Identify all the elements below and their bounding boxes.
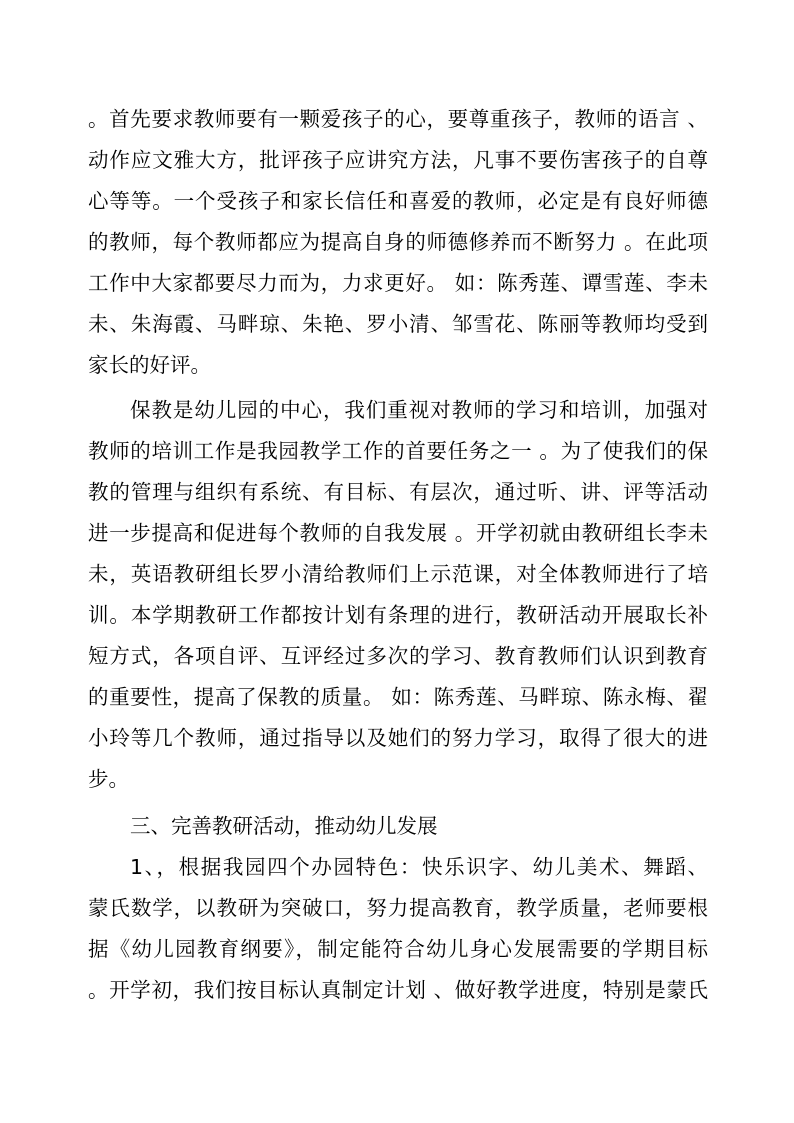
text-line: 蒙氏数学，以教研为突破口，努力提高教育，教学质量，老师要根	[88, 896, 708, 920]
text-line: 步。	[88, 767, 129, 791]
text-line: 。开学初，我们按目标认真制定计划 、做好教学进度，特别是蒙氏	[88, 978, 708, 1002]
text-line: 教的管理与组织有系统、有目标、有层次，通过听、讲、评等活动	[88, 480, 708, 504]
text-line: 短方式，各项自评、互评经过多次的学习、教育教师们认识到教育	[88, 644, 708, 668]
text-line: 教师的培训工作是我园教学工作的首要任务之一 。为了使我们的保	[88, 439, 708, 463]
text-line: 进一步提高和促进每个教师的自我发展 。开学初就由教研组长李未	[88, 521, 708, 545]
text-line: 心等等。一个受孩子和家长信任和喜爱的教师，必定是有良好师德	[88, 189, 708, 213]
text-line: 工作中大家都要尽力而为，力求更好。 如：陈秀莲、谭雪莲、李未	[88, 271, 708, 295]
text-line: 动作应文雅大方，批评孩子应讲究方法，凡事不要伤害孩子的自尊	[88, 148, 708, 172]
text-line: 未、朱海霞、马畔琼、朱艳、罗小清、邹雪花、陈丽等教师均受到	[88, 312, 708, 336]
text-line: 。首先要求教师要有一颗爱孩子的心，要尊重孩子，教师的语言 、	[88, 107, 708, 131]
text-line: 据《幼儿园教育纲要》，制定能符合幼儿身心发展需要的学期目标	[88, 937, 708, 961]
text-line: 的教师，每个教师都应为提高自身的师德修养而不断努力 。在此项	[88, 230, 708, 254]
section-heading: 三、完善教研活动，推动幼儿发展	[130, 814, 438, 838]
text-line: 的重要性，提高了保教的质量。 如：陈秀莲、马畔琼、陈永梅、翟	[88, 685, 708, 709]
paragraph-first-line: 1、，根据我园四个办园特色：快乐识字、幼儿美术、舞蹈、	[130, 855, 708, 879]
text-line: 训。本学期教研工作都按计划有条理的进行，教研活动开展取长补	[88, 603, 708, 627]
text-line: 小玲等几个教师，通过指导以及她们的努力学习，取得了很大的进	[88, 726, 708, 750]
text-line: 未，英语教研组长罗小清给教师们上示范课，对全体教师进行了培	[88, 562, 708, 586]
paragraph-first-line: 保教是幼儿园的中心，我们重视对教师的学习和培训，加强对	[130, 398, 708, 422]
text-line: 家长的好评。	[88, 353, 211, 377]
